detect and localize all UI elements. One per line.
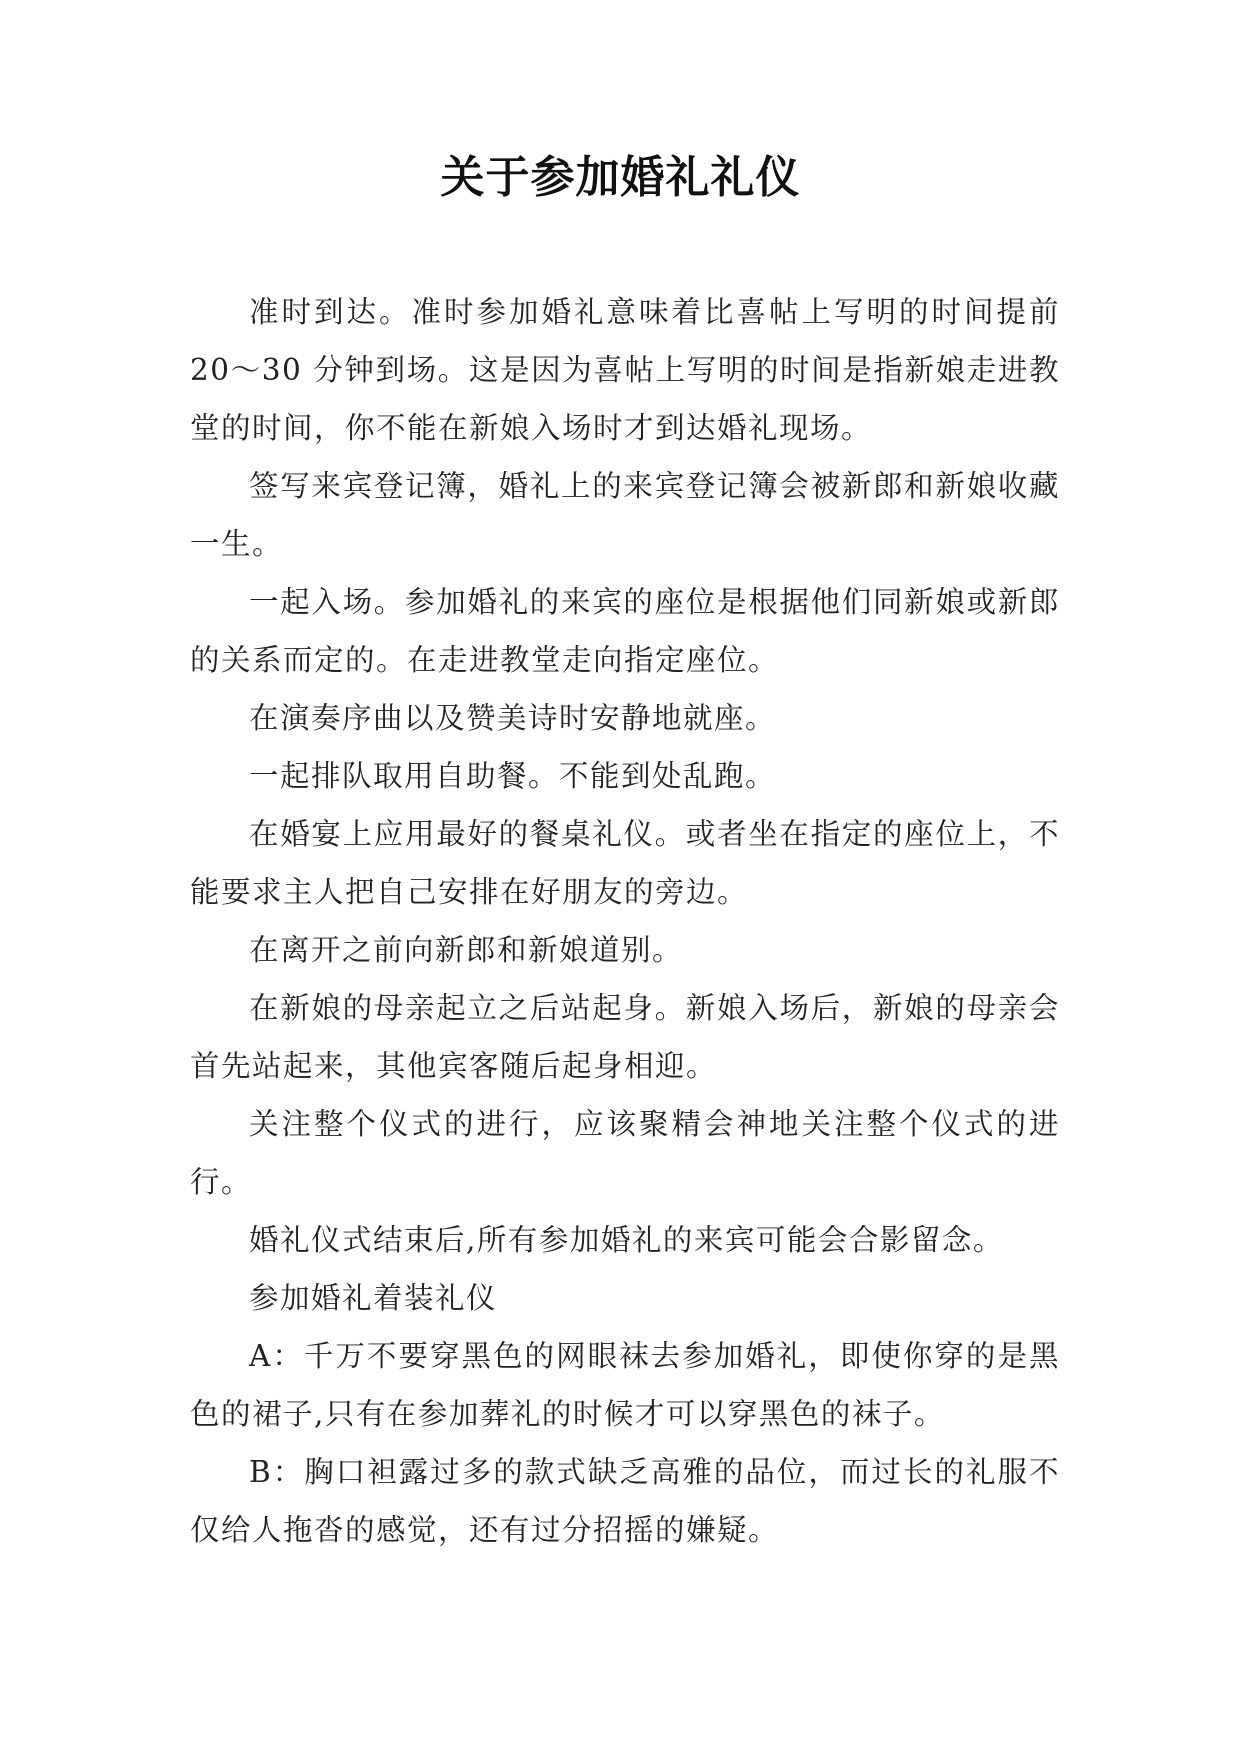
paragraph-arrive-on-time: 准时到达。准时参加婚礼意味着比喜帖上写明的时间提前 20～30 分钟到场。这是因为喜帖上写明的时间是指新娘走进教堂的时间，你不能在新娘入场时才到达婚礼现场。 [190, 295, 1060, 445]
document-body [190, 283, 1060, 1559]
paragraph-farewell: 在离开之前向新郎和新娘道别。 [249, 933, 684, 967]
document-title: 关于参加婚礼礼仪 [440, 152, 801, 203]
paragraph-dress-b: B：胸口袒露过多的款式缺乏高雅的品位，而过长的礼服不仅给人拖沓的感觉，还有过分招摇的嫌疑。 [190, 1455, 1060, 1547]
paragraph-dress-a: A：千万不要穿黑色的网眼袜去参加婚礼，即使你穿的是黑色的裙子,只有在参加葬礼的时候才可以穿黑色的袜子。 [190, 1339, 1060, 1431]
paragraph-buffet-queue: 一起排队取用自助餐。不能到处乱跑。 [249, 759, 777, 793]
paragraph-attention: 关注整个仪式的进行，应该聚精会神地关注整个仪式的进行。 [190, 1107, 1060, 1199]
paragraph-table-manners: 在婚宴上应用最好的餐桌礼仪。或者坐在指定的座位上，不能要求主人把自己安排在好朋友的旁边。 [190, 817, 1060, 909]
paragraph-enter-together: 一起入场。参加婚礼的来宾的座位是根据他们同新娘或新郎的关系而定的。在走进教堂走向指定座位。 [190, 585, 1060, 677]
paragraph-sit-quietly: 在演奏序曲以及赞美诗时安静地就座。 [249, 701, 777, 735]
paragraph-dress-heading: 参加婚礼着装礼仪 [249, 1281, 498, 1315]
paragraph-stand-up: 在新娘的母亲起立之后站起身。新娘入场后，新娘的母亲会首先站起来，其他宾客随后起身相迎。 [190, 991, 1060, 1083]
paragraph-group-photo: 婚礼仪式结束后,所有参加婚礼的来宾可能会合影留念。 [249, 1223, 1004, 1257]
paragraph-guest-book: 签写来宾登记簿，婚礼上的来宾登记簿会被新郎和新娘收藏一生。 [190, 469, 1060, 561]
